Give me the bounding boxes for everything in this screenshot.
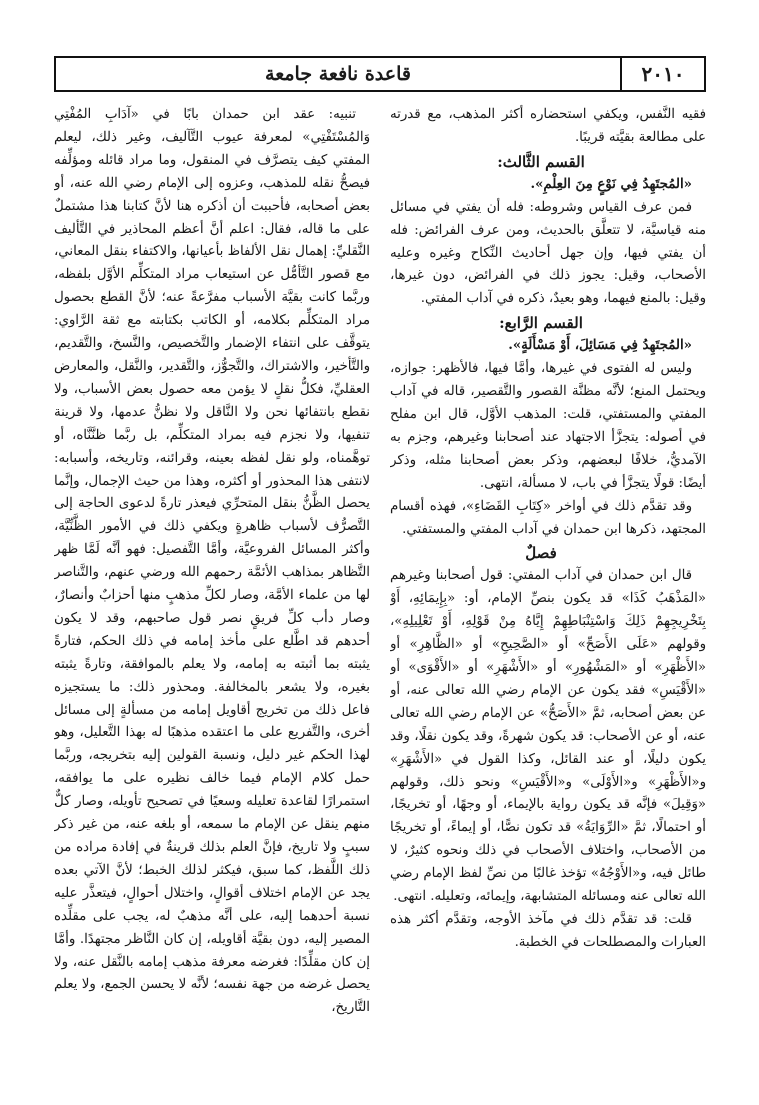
paragraph: قال ابن حمدان في آداب المفتي: قول أصحابنا وغيرهم «المَذْهَبُ كَذَا» قد يكون بنصِّ الإمام، أو: «بِإِيمَائِهِ، أَوْ بِتَخْرِيجِهِمْ ذَلِكَ وَاسْتِنْبَاطِهِمْ إِيَّاهُ مِنْ قَوْلِهِ، أَوْ تَعْلِيلِهِ»، وقولهم «عَلَى الأَصَحِّ» أو «الصَّحِيحِ» أو «الظَّاهِرِ» أو «الأَظْهَرِ» أو «المَشْهُورِ» أو «الأَشْهَرِ» أو «الأَقْوَى» أو «الأَقْيَسِ» فقد يكون عن الإمام رضي الله تعالى عنه، أو عن بعض أصحابه، ثمَّ «الأَصَحُّ» عن الإمام رضي الله تعالى عنه، أو عن الأصحاب: قد يكون شهرةً، وقد يكون نقلًا، وقد يكون دليلًا، أو عند القائل، وكذا القول في «الأَشْهَرِ» و«الأَظْهَرِ» و«الأَوْلَى» و«الأَقْيَسِ» ونحو ذلك، وقولهم «وَقِيلَ» فإنَّه قد يكون رواية بالإيماء، أو وجهًا، أو تخريجًا، أو احتمالًا، ثمَّ «الرِّوَايَةُ» قد تكون نصًّا، أو إيماءً، أو تخريجًا من الأصحاب، واختلاف الأصحاب في ذلك ونحوه كثيرٌ، لا طائل فيه، و«الأَوْجُهُ» تؤخذ غالبًا من نصِّ لفظ الإمام رضي الله تعالى عنه ومسائله المتشابهة، وإيمائه، وتعليله. انتهى. [390,568,706,905]
section-subheading-third: «المُجتَهِدُ فِي نَوْعٍ مِنَ العِلْمِ». [530,176,692,192]
text-columns [54,104,706,1094]
page-number: ٢٠١٠ [620,58,704,90]
paragraph: وليس له الفتوى في غيرها، وأمَّا فيها، فالأظهر: جوازه، ويحتمل المنع؛ لأنَّه مظنَّة القصور والتَّقصير، قاله في آداب المفتي والمستفتي، قلت: المذهب الأوَّل، قال ابن مفلح في أصوله: يتجزَّأ الاجتهاد عند أصحابنا وغيرهم، وجزم به الآمديُّ، خلافًا لبعضهم، وذكر بعض أصحابنا مثله، وذكر أيضًا: قولًا يتجزَّأ في باب، لا مسألة، انتهى. [390,361,706,491]
paragraph: فقيه النَّفس، ويكفي استحضاره أكثر المذهب، مع قدرته على مطالعة بقيَّته قريبًا. [390,107,706,145]
paragraph: تنبيه: عقد ابن حمدان بابًا في «آدَابِ المُفْتِي وَالمُسْتَفْتِي» لمعرفة عيوب التَّآليف، وغير ذلك، ليعلم المفتي كيف يتصرَّف في المنقول، وما مراد قائله ومؤلِّفه فيصحُّ نقله للمذهب، وعزوه إلى الإمام رضي الله عنه، أو بعض أصحابه، فأحببت أن أذكره هنا لأنَّ كتابنا هذا مشتملٌ على ما قاله، فقال: اعلم أنَّ أعظم المحاذير في التَّأليف النَّقليِّ: إهمال نقل الألفاظ بأعيانها، والاكتفاء بنقل المعاني، مع قصور التَّأمُّل عن استيعاب مراد المتكلِّم الأوَّل بلفظه، وربَّما كانت بقيَّة الأسباب مفرَّعةً عنه؛ لأنَّ القطع بحصول مراد المتكلِّم بكلامه، أو الكاتب بكتابته مع ثقة الرَّاوي: يتوقَّف على انتفاء الإضمار والتَّخصيص، والنَّسخ، والتَّقديم، والتَّأخير، والاشتراك، والتَّجوُّز، والتَّقدير، والنَّقل، والمعارض العقليِّ، فكلُّ نقلٍ لا يؤمن معه حصول بعض الأسباب، ولا نقطع بانتفائها نحن ولا النَّاقل ولا نظنُّ عدمها، ولا قرينة تنفيها، ولا نجزم فيه بمراد المتكلِّم، بل ربَّما ظنَّنَّاه، أو توهَّمناه، ولو نقل لفظه بعينه، وقرائنه، وتاريخه، وأسبابه: لانتفى هذا المحذور أو أكثره، وهذا من حيث الإجمال، وإنَّما يحصل الظَّنُّ بنقل المتحرِّي فيعذر تارةً لدعوى الحاجة إلى التَّصرُّف لأسباب ظاهرةٍ ويكفي ذلك في الأمور الظَّنِّيَّة، وأكثر المسائل الفروعيَّة، وأمَّا التَّفصيل: فهو أنَّه لَمَّا ظهر التَّظاهر بمذاهب الأئمَّة رحمهم الله ورضي عنهم، والتَّناصر لها من علماء الأمَّة، وصار لكلِّ مذهبٍ منها أحزابٌ وأنصارٌ، وصار دأب كلِّ فريقٍ نصر قول صاحبهم، وقد لا يكون أحدهم قد اطَّلع على مأخذ إمامه في ذلك الحكم، فتارةً يثبته بما أثبته به إمامه، ولا يعلم بالموافقة، وتارةً يثبته بغيره، ولا يشعر بالمخالفة. ومحذور ذلك: ما يستجيزه فاعل ذلك من تخريج أقاويل إمامه من مسألةٍ إلى مسائل أخرى، والتَّفريع على ما اعتقده مذهبًا له بهذا التَّعليل، وهو لهذا الحكم غير دليل، ونسبة القولين إليه بتخريجه، وربَّما حمل كلام الإمام فيما خالف نظيره على ما يوافقه، استمرارًا لقاعدة تعليله وسعيًا في تصحيح تأويله، وصار كلٌّ منهم ينقل عن الإمام ما سمعه، أو بلغه عنه، من غير ذكر سببٍ ولا تاريخ، فإنَّ العلم بذلك قرينةٌ في إفادة مراده من ذلك اللَّفظ، كما سبق، فيكثر لذلك الخبط؛ لأنَّ الآتي بعده يجد عن الإمام اختلاف أقوالٍ، واختلال أحوالٍ، فيتعذَّر عليه نسبة أحدهما إليه، على أنَّه مذهبٌ له، يجب على مقلِّده المصير إليه، دون بقيَّة أقاويله، إن كان النَّاظر مجتهدًا. وأمَّا إن كان مقلِّدًا: فغرضه معرفة مذهب إمامه بالنَّقل عنه، ولا يحصل غرضه من جهة نفسه؛ لأنَّه لا يحسن الجمع، ولا يعلم التَّاريخ، [54,107,370,1016]
paragraph: قلت: قد تقدَّم ذلك في مآخذ الأوجه، وتقدَّم أكثر هذه العبارات والمصطلحات في الخطبة. [390,912,706,950]
section-heading-third: القسم الثَّالث: [497,152,585,171]
section-heading-fasl: فصلٌ [525,544,557,563]
page-header [54,56,706,92]
section-heading-fourth: القسم الرَّابع: [499,314,583,333]
left-column [54,104,370,1094]
paragraph: فمن عرف القياس وشروطه: فله أن يفتي في مسائل منه قياسيَّة، لا تتعلَّق بالحديث، ومن عرف الفرائض: فله أن يفتي فيها، وإن جهل أحاديث النِّكاح وغيره وعليه الأصحاب، وقيل: يجوز ذلك في الفرائض، دون غيرها، وقيل: بالمنع فيهما، وهو بعيدٌ، ذكره في آداب المفتي. [390,199,706,307]
running-title: قاعدة نافعة جامعة [265,63,411,85]
paragraph: وقد تقدَّم ذلك في أواخر «كِتَابِ القَضَاءِ»، فهذه أقسام المجتهد، ذكرها ابن حمدان في آداب المفتي والمستفتي. [390,498,706,537]
right-column [390,104,706,1094]
section-subheading-fourth: «المُجتَهِدُ فِي مَسَائِلَ، أَوْ مَسْأَلَةٍ». [508,338,692,354]
